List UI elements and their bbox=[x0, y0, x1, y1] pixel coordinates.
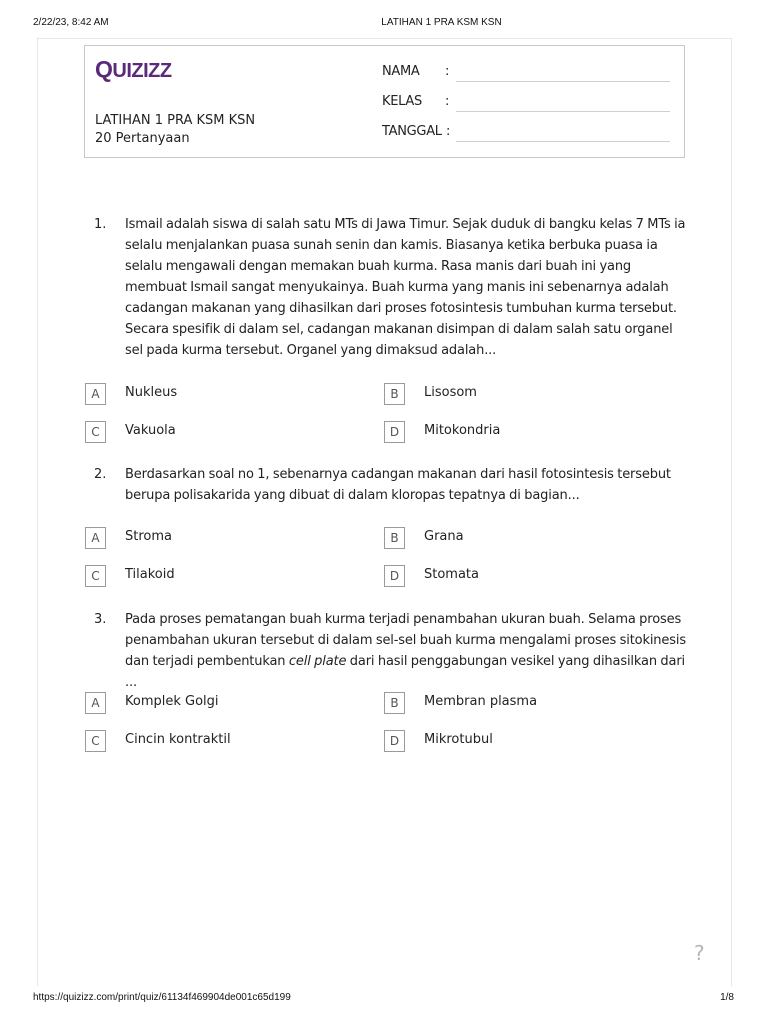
option-letter: C bbox=[85, 730, 106, 752]
question-mark-icon[interactable]: ? bbox=[694, 941, 705, 965]
option-text: Grana bbox=[424, 529, 464, 544]
field-colon: : bbox=[445, 94, 450, 109]
question-text-part: Pada proses pematangan buah kurma terjadi penambahan ukuran buah. Selama proses penambahan ukuran tersebut di dalam sel-sel buah kurma mengalami proses sitokinesis dan terjadi pembentukan bbox=[125, 612, 686, 669]
print-footer bbox=[0, 992, 768, 1006]
question-text: Berdasarkan soal no 1, sebenarnya cadangan makanan dari hasil fotosintesis tersebut berupa polisakarida yang dibuat di dalam kloropas tepatnya di bagian... bbox=[125, 467, 671, 503]
option-letter: C bbox=[85, 421, 106, 443]
print-title: LATIHAN 1 PRA KSM KSN bbox=[381, 17, 502, 28]
option-text: Komplek Golgi bbox=[125, 694, 219, 709]
field-colon: : bbox=[445, 64, 450, 79]
option-text: Tilakoid bbox=[125, 567, 175, 582]
option-letter: C bbox=[85, 565, 106, 587]
option-letter: A bbox=[85, 383, 106, 405]
option-text: Nukleus bbox=[125, 385, 178, 400]
field-label: TANGGAL bbox=[382, 124, 442, 139]
print-date: 2/22/23, 8:42 AM bbox=[33, 17, 109, 28]
question-text-italic: cell plate bbox=[288, 654, 347, 669]
page-sheet bbox=[37, 38, 732, 986]
print-header bbox=[0, 17, 768, 31]
option-letter: D bbox=[384, 421, 405, 443]
option-letter: B bbox=[384, 527, 405, 549]
field-blank-line bbox=[456, 111, 670, 112]
quiz-title: LATIHAN 1 PRA KSM KSN bbox=[95, 113, 256, 128]
print-url: https://quizizz.com/print/quiz/61134f469904de001c65d199 bbox=[33, 992, 291, 1003]
field-label: KELAS bbox=[382, 94, 422, 109]
option-letter: A bbox=[85, 692, 106, 714]
question-text bbox=[125, 609, 691, 693]
option-text: Mitokondria bbox=[424, 423, 501, 438]
quiz-info-box bbox=[84, 45, 685, 158]
option-letter: D bbox=[384, 565, 405, 587]
question-number: 2. bbox=[94, 467, 107, 482]
option-letter: B bbox=[384, 692, 405, 714]
field-label: NAMA bbox=[382, 64, 420, 79]
option-text: Stomata bbox=[424, 567, 479, 582]
option-text: Mikrotubul bbox=[424, 732, 493, 747]
option-text: Lisosom bbox=[424, 385, 477, 400]
option-letter: D bbox=[384, 730, 405, 752]
print-page-number: 1/8 bbox=[720, 992, 734, 1003]
field-blank-line bbox=[456, 141, 670, 142]
field-blank-line bbox=[456, 81, 670, 82]
question-number: 3. bbox=[94, 612, 107, 627]
option-letter: A bbox=[85, 527, 106, 549]
option-text: Stroma bbox=[125, 529, 172, 544]
field-colon: : bbox=[446, 124, 451, 139]
option-text: Cincin kontraktil bbox=[125, 732, 231, 747]
quizizz-logo: QUIZIZZ bbox=[95, 56, 172, 82]
option-letter: B bbox=[384, 383, 405, 405]
question-number: 1. bbox=[94, 217, 107, 232]
question-text: Ismail adalah siswa di salah satu MTs di Jawa Timur. Sejak duduk di bangku kelas 7 MTs ia selalu menjalankan puasa sunah senin dan kamis. Biasanya ketika berbuka puasa ia selalu mengawali dengan memakan buah kurma. Rasa manis dari buah ini yang membuat Ismail sangat menyukainya. Buah kurma yang manis ini sebenarnya adalah cadangan makanan yang dihasilkan dari proses fotosintesis tumbuhan kurma tersebut. Secara spesifik di dalam sel, cadangan makanan disimpan di dalam salah satu organel sel pada kurma tersebut. Organel yang dimaksud adalah... bbox=[125, 217, 686, 358]
question-text-part: dari hasil penggabungan vesikel yang dihasilkan dari ... bbox=[125, 654, 685, 690]
option-text: Membran plasma bbox=[424, 694, 538, 709]
question-count: 20 Pertanyaan bbox=[95, 131, 190, 146]
option-text: Vakuola bbox=[125, 423, 176, 438]
